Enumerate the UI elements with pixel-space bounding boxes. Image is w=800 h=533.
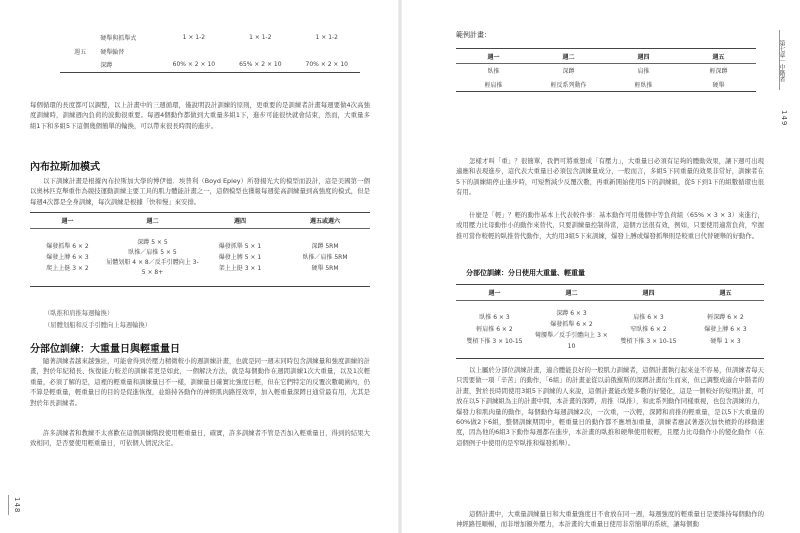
table-cell — [161, 44, 227, 58]
table-cell: 爆發抓舉 6 × 2 爆發上膊 6 × 3 爬上上挺 3 × 2 — [30, 229, 105, 287]
page-number: 149 — [780, 110, 788, 127]
table-row — [60, 58, 360, 72]
body-paragraph: 以下訓練計畫是根據內布拉斯加大學的博伊德．埃普利（Boyd Epley）所發揚光大的模型而設計，這是美國第一個以奧林匹克舉重作為競技運動訓練主要工具的肌力體能計畫之一，這個模型也獲報每週從高訓練量到高強度的模式，但是每週4次都是全身訓練，每次訓練是根據「快和慢」來安排。 — [30, 177, 370, 206]
table-row — [60, 44, 360, 58]
body-paragraph: 每個循環的長度都可以調整，以上計畫中的三週循環，僅說明設計訓練的原則，更重要的是訓練者計畫每週要做4次高強度訓練時，訓練週內負荷的波動很重要。每週4個動作都做到大重量多組1下，進步可能很快就會結束，然而，大重量多組1下和多組5下這個幾個簡單的輪換，可以帶來很長時間的進步。 — [30, 101, 370, 130]
table-row — [60, 30, 360, 44]
table-cell: 輕肩推 — [456, 78, 531, 92]
body-paragraph: 怎樣才叫「重」？很簡單，我們可將重想成「有壓力」，大重量日必須有足夠的體動效果，讓下週可出現適應和表現進步，這代表大重量日必須包含訓練量成分，一般而言，多組5下同重量的效果非常好，訓練者在5下的訓練組停止進步時，可短暫減少反覆次數，再重新開始使用5下的訓練組，從5下到1下的組數循環也很有用。 — [456, 157, 764, 197]
table-header-row — [30, 213, 370, 229]
column-header: 週一 — [456, 49, 531, 64]
table-cell: 65% × 2 × 10 — [227, 58, 293, 72]
table-header-row — [456, 285, 764, 301]
table-cell: 深蹲 6 × 3 爆發抓舉 6 × 2 彎腰舉／反手引體向上 3 × 10 — [533, 301, 610, 359]
table-row — [456, 78, 756, 92]
table-cell — [227, 44, 293, 58]
chapter-tab: 第七章｜中階者 — [778, 40, 785, 82]
section-heading: 分部位訓練：分日使用大重量、輕重量 — [466, 269, 585, 277]
table-row — [30, 229, 370, 287]
table-cell: 臥推 6 × 3 輕肩推 6 × 2 雙槓下推 3 × 10-15 — [456, 301, 533, 359]
section-heading: 內布拉斯加模式 — [30, 162, 100, 173]
table-cell: 硬舉與抓舉式 — [100, 34, 137, 42]
column-header: 週五 — [687, 285, 764, 301]
table-cell: 肩推 — [637, 68, 650, 76]
table-cell: 1 × 1-2 — [315, 33, 338, 41]
table-header-row — [456, 49, 756, 64]
table-cell: 深蹲 5RM 臥推／肩推 5RM 硬舉 5RM — [280, 229, 370, 287]
table-cell: 輕深蹲 6 × 2 爆發上膊 6 × 3 硬舉 1 × 3 — [687, 301, 764, 359]
table-cell: 深蹲 — [100, 58, 160, 72]
table-cell: 深蹲 5 × 5 臥推／肩推 5 × 5 屈體划船 4 × 8／反手引體向上 3-5 × 8+ — [105, 229, 200, 287]
body-paragraph: 這個計畫中，大重量訓練量日和大重量強度日不會放在同一週，每週強度的輕重量日是要維持每個動作的神經路徑順暢，而非增加額外壓力，本計畫的大重量日使用非常簡單的系統，讓每個動 — [456, 510, 764, 529]
column-header: 週二 — [105, 213, 200, 229]
nebraska-program-table — [30, 212, 370, 287]
table-cell: 爆發抓舉 5 × 1 爆發上膊 5 × 1 架上上挺 3 × 1 — [200, 229, 280, 287]
column-header: 週五 — [681, 49, 756, 64]
section-heading: 分部位訓練：大重量日與輕重量日 — [30, 344, 180, 355]
column-header: 週二 — [533, 285, 610, 301]
right-page — [400, 0, 800, 533]
split-program-table — [456, 284, 764, 359]
table-cell: 硬舉輪替 — [100, 48, 125, 56]
column-header: 週四 — [610, 285, 687, 301]
table-row — [456, 64, 756, 78]
table-cell: 1 × 1-2 — [182, 33, 206, 41]
column-header: 週二 — [531, 49, 606, 64]
column-header: 週一 — [30, 213, 105, 229]
table-cell: 臥推 — [487, 68, 500, 76]
column-header: 週五或週六 — [280, 213, 370, 229]
body-paragraph: 隨著訓練者越來越強壯，可能會得到於壓力精微較小的週訓練計畫，也就是同一週末同時包含訓練量和強度訓練的計畫，對於年紀稍長、恢復能力較差的訓練者更是如此，一個解決方法，就是每個動作在週間訓練1次大重量，以及1次輕重量，必須了解的是，這裡的輕重量和訓練量日不一樣，訓練量日確實比強度日輕，但在它們特定的反覆次數範圍內，仍不算是輕重量，輕重量日的目的是促進恢復，並維持各動作的神經肌肉路徑效率，加入輕重量深蹲日通常最有用，尤其是對於年長訓練者。 — [30, 357, 370, 407]
example-title: 範例計畫： — [456, 31, 491, 39]
table-cell: 週五 — [74, 48, 87, 56]
table-cell: 輕深蹲 — [709, 68, 728, 76]
table-cell: 深蹲 — [562, 68, 575, 76]
body-paragraph: 什麼是「輕」？輕的動作基本上代表較件事：基本動作可用幾個中等負荷組（65% × 3 × 3）來進行，或用壓力比母動作小的動作來替代，只要訓練量控制得當，這個方法很有效，例如，只要使用適當負荷，窄握推可當作較輕的臥推替代動作，大約用3組5下來訓練，爆發上膊或爆發抓舉則是較重日代替硬舉的好動作。 — [456, 211, 764, 240]
table-cell — [60, 30, 100, 44]
table-cell: 70% × 2 × 10 — [294, 58, 360, 72]
table-cell — [60, 58, 100, 72]
page-number: 148 — [13, 497, 21, 514]
column-header: 週一 — [456, 285, 533, 301]
table-cell: 輕臥推 — [606, 78, 681, 92]
page-number-rule — [8, 495, 9, 515]
example-program-table — [456, 48, 756, 92]
table-row — [456, 301, 764, 359]
table-cell: 硬舉 — [681, 78, 756, 92]
table-cell: 1 × 1-2 — [249, 33, 272, 41]
column-header: 週四 — [606, 49, 681, 64]
column-header: 週四 — [200, 213, 280, 229]
table-note: （臥推和肩推每週輪換） — [44, 310, 114, 317]
body-paragraph: 以上屬於分部位訓練計畫，適合體能良好的一般肌力訓練者，這個計畫執行起來並不容易，但訓練者每天只需要做一項「辛苦」的動作，「6組」的計畫並從以前俄羅斯的深蹲計畫衍生而來，但已調整成適合中階者的計畫，對於長時間使用3組5下訓練的人來說，這個計畫能改變多數的好變化，這是一個較好的短期計畫，可放在以5下訓練組為主的計畫中間，本計畫的深蹲，肩推（臥推），和此系列動作同樣重視，也包含訓練的力，爆發力和肌肉量的動作，每個動作每週訓練2次，一次重，一次輕，深蹲和肩推的輕重量，是以5下大重量的60%做2下6組，整個訓練期間中，輕重量日的動作都不應增加重量，訓練者應試著逐次加快槓鈴的移動速度，因為他的6組3下動作每週都在進步，本計畫的臥推和硬舉使用較輕，且壓力比母動作小的變化動作（在這個例子中使用的是窄臥推和爆發抓舉）。 — [456, 366, 764, 447]
table-cell: 肩推 6 × 3 窄臥推 6 × 2 雙槓下推 3 × 10-15 — [610, 301, 687, 359]
top-program-table — [60, 30, 360, 73]
table-cell — [294, 44, 360, 58]
table-note: （屈體划船和反手引體向上每週輪換） — [44, 322, 152, 329]
table-cell: 輕反系列動作 — [531, 78, 606, 92]
table-cell: 60% × 2 × 10 — [161, 58, 227, 72]
body-paragraph: 許多訓練者和教練不太喜歡在這個訓練階段使用輕重量日，確實，許多訓練者不管是否加入輕重量日，得到的結果大致相同，是否要使用輕重量日，可依個人情況決定。 — [30, 429, 370, 448]
